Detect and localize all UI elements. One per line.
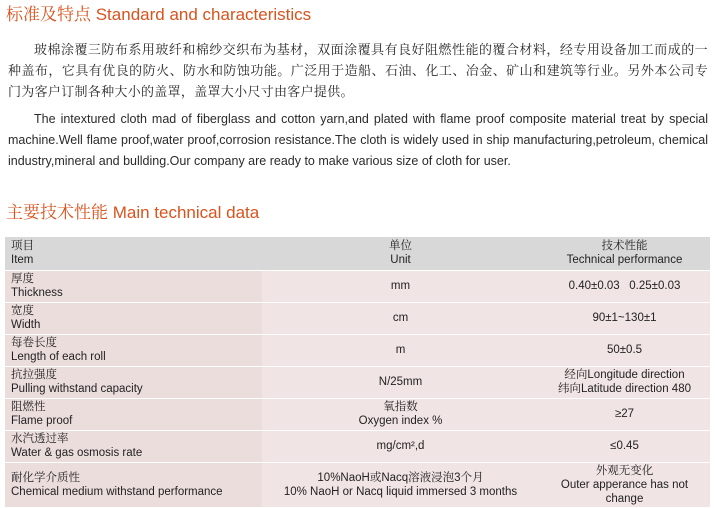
row-item: 耐化学介质性 Chemical medium withstand performance [5, 462, 262, 507]
row-unit: N/25mm [262, 366, 539, 398]
header-item: 项目 Item [5, 237, 262, 270]
row-unit: 10%NaoH或Nacq溶液浸泡3个月 10% NaoH or Nacq liquid immersed 3 months [262, 462, 539, 507]
section-title-technical-data: 主要技术性能 Main technical data [6, 203, 260, 222]
row-performance: 经向Longitude direction 纬向Latitude direction 480 [539, 366, 710, 398]
row-item: 抗拉强度 Pulling withstand capacity [5, 366, 262, 398]
header-performance: 技术性能 Technical performance [539, 237, 710, 270]
row-unit: 氧指数 Oxygen index % [262, 398, 539, 430]
description-chinese: 玻棉涂覆三防布系用玻纤和棉纱交织布为基材，双面涂覆具有良好阻燃性能的覆合材料，经专用设备加工而成的一种盖布，它具有优良的防火、防水和防蚀功能。广泛用于造船、石油、化工、冶金、矿山和建筑等行业。另外本公司专门为客户订制各种大小的盖罩，盖罩大小尺寸由客户提供。 [8, 42, 708, 99]
row-item: 每卷长度 Length of each roll [5, 334, 262, 366]
row-unit: m [262, 334, 539, 366]
header-unit: 单位 Unit [262, 237, 539, 270]
row-item: 阻燃性 Flame proof [5, 398, 262, 430]
row-item: 水汽透过率 Water & gas osmosis rate [5, 430, 262, 462]
table-row [5, 334, 710, 366]
row-performance: 90±1~130±1 [539, 302, 710, 334]
row-item: 厚度 Thickness [5, 270, 262, 302]
row-unit: cm [262, 302, 539, 334]
table-row [5, 462, 710, 507]
row-performance: 外观无变化 Outer apperance has not change [539, 462, 710, 507]
table-header-row [5, 237, 710, 270]
row-performance: 0.40±0.03 0.25±0.03 [539, 270, 710, 302]
description-english: The intextured cloth mad of fiberglass and cotton yarn,and plated with flame proof composite material treat by special machine.Well flame proof,water proof,corrosion resistance.The cloth is widely used in ship manufacturing,petroleum, chemical industry,mineral and bullding.Our company are ready to make various size of cloth for user. [8, 112, 708, 168]
table-row [5, 398, 710, 430]
table-row [5, 366, 710, 398]
row-item: 宽度 Width [5, 302, 262, 334]
section-title-standard: 标准及特点 Standard and characteristics [6, 5, 312, 24]
table-row [5, 270, 710, 302]
row-unit: mg/cm²,d [262, 430, 539, 462]
row-performance: 50±0.5 [539, 334, 710, 366]
row-unit: mm [262, 270, 539, 302]
row-performance: ≥27 [539, 398, 710, 430]
technical-data-table [5, 237, 710, 508]
table-row [5, 302, 710, 334]
table-row [5, 430, 710, 462]
row-performance: ≤0.45 [539, 430, 710, 462]
